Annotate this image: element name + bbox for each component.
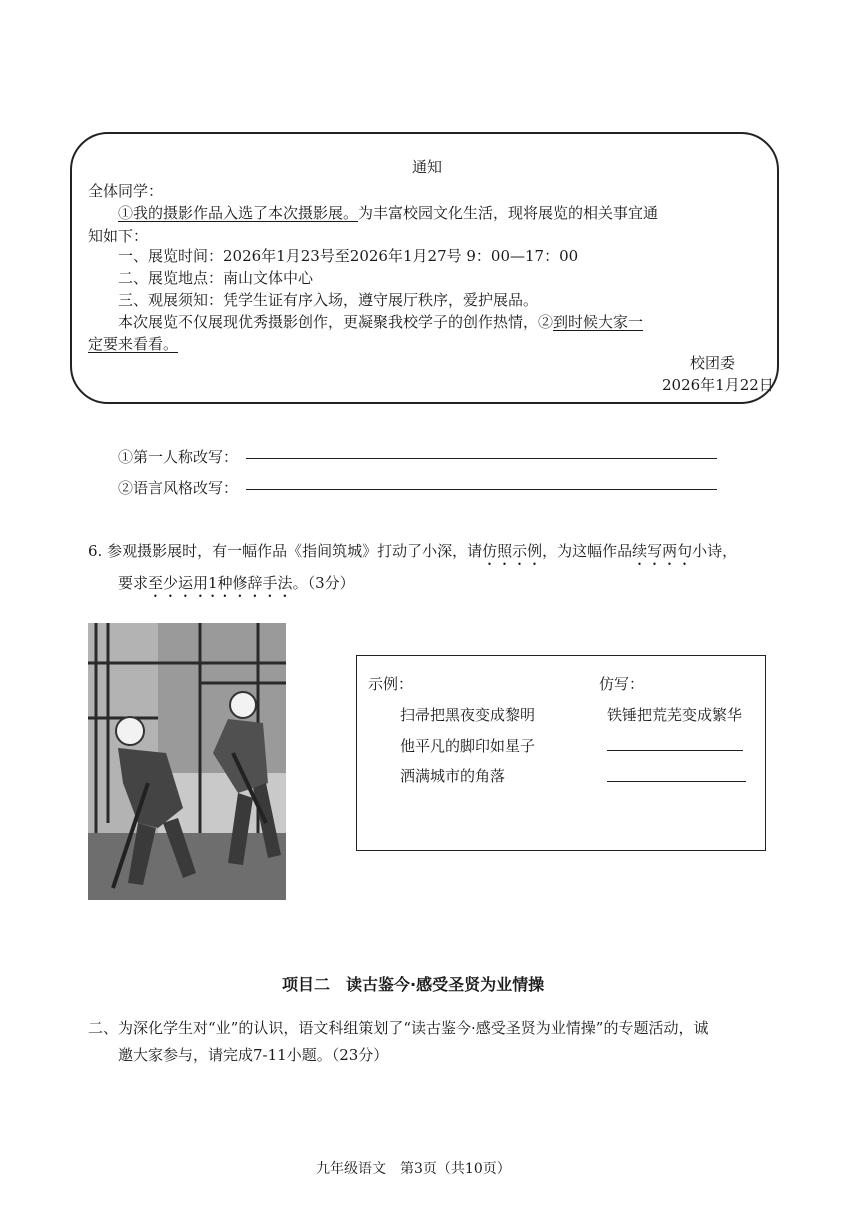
question-6-line2	[118, 572, 355, 601]
example-line-1: 扫帚把黑夜变成黎明	[400, 706, 536, 724]
page-footer: 九年级语文 第3页（共10页）	[316, 1161, 511, 1177]
imitate-answer-line-1[interactable]	[607, 750, 743, 751]
q6-emphasis-continue: 续写两句	[632, 542, 693, 560]
example-line-2: 他平凡的脚印如星子	[400, 737, 536, 755]
first-person-answer-line[interactable]	[246, 458, 717, 459]
q6-text-d: 要求	[118, 574, 149, 592]
example-line-3: 洒满城市的角落	[400, 767, 506, 785]
notice-date: 2026年1月22日	[662, 376, 774, 394]
notice-paragraph-1-line2: 知如下：	[88, 227, 149, 245]
rewrite-marker-2: ②	[538, 313, 554, 331]
imitate-answer-line-2[interactable]	[607, 781, 746, 782]
rewrite-target-2: 到时候大家一	[553, 313, 644, 331]
first-person-rewrite-label: ①第一人称改写：	[118, 448, 239, 466]
style-answer-line[interactable]	[246, 489, 717, 490]
notice-signer: 校团委	[690, 354, 736, 372]
section-heading: 项目二 读古鉴今·感受圣贤为业情操	[282, 975, 545, 994]
q6-text-c: 小诗，	[692, 542, 738, 560]
example-label: 示例：	[368, 675, 414, 693]
section-intro-line1: 二、为深化学生对“业”的认识，语文科组策划了“读古鉴今·感受圣贤为业情操”的专题活动，诚	[88, 1019, 709, 1037]
q6-text-a: 6. 参观摄影展时，有一幅作品《指间筑城》打动了小深，请	[88, 542, 483, 560]
notice-salutation: 全体同学：	[88, 182, 164, 200]
notice-paragraph-2-start: 本次展览不仅展现优秀摄影创作，更凝聚我校学子的创作热情，	[118, 313, 539, 331]
notice-item-time: 一、展览时间：2026年1月23号至2026年1月27号 9：00—17：00	[118, 247, 579, 265]
q6-emphasis-rhetoric: 至少运用1种修辞手法	[148, 574, 293, 592]
notice-item-location: 二、展览地点：南山文体中心	[118, 269, 314, 287]
style-rewrite-label: ②语言风格改写：	[118, 479, 239, 497]
notice-paragraph-1-rest: 为丰富校园文化生活，现将展览的相关事宜通	[358, 204, 659, 222]
notice-item-rules: 三、观展须知：凭学生证有序入场，遵守展厅秩序，爱护展品。	[118, 291, 539, 309]
notice-title: 通知	[412, 158, 443, 176]
q6-text-e: 。（3分）	[292, 574, 355, 592]
construction-workers-photo	[88, 623, 286, 900]
question-6-line1	[88, 540, 737, 569]
imitate-line-1: 铁锤把荒芜变成繁华	[607, 706, 743, 724]
q6-text-b: ，为这幅作品	[542, 542, 633, 560]
rewrite-target-1: ①我的摄影作品入选了本次摄影展。	[118, 204, 359, 222]
notice-paragraph-2	[118, 311, 643, 332]
section-intro-line2: 邀大家参与，请完成7-11小题。（23分）	[118, 1046, 389, 1064]
notice-paragraph-1	[118, 202, 658, 223]
q6-emphasis-imitate: 仿照示例	[482, 542, 543, 560]
rewrite-target-2-cont: 定要来看看。	[88, 335, 179, 353]
imitate-label: 仿写：	[599, 675, 645, 693]
